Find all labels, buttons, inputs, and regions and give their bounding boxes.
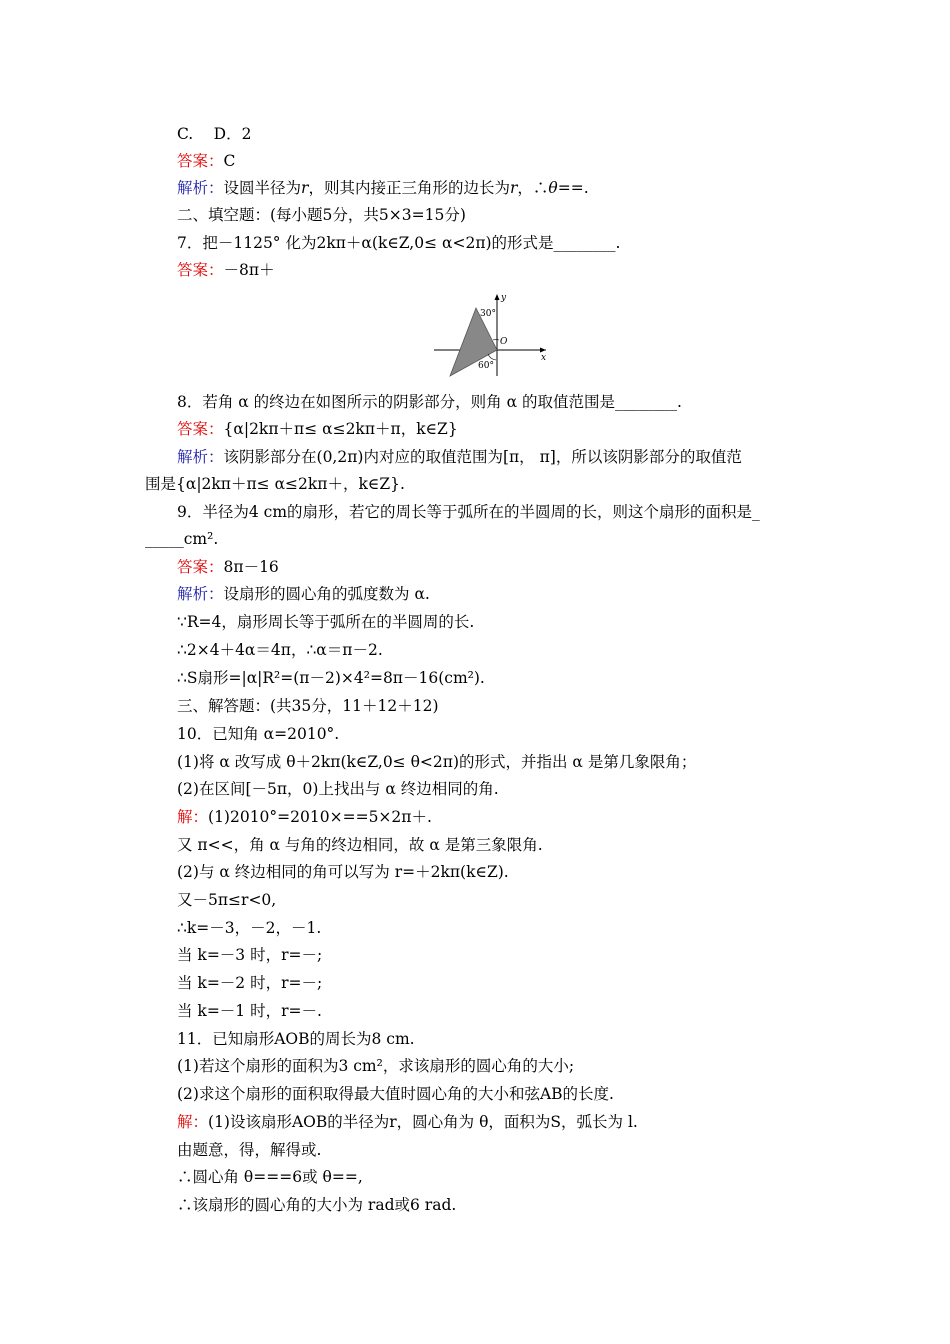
solution-11-line3: ∴圆心角 θ===6或 θ==, [177,1168,363,1186]
solution-11-line4: ∴该扇形的圆心角的大小为 rad或6 rad. [177,1196,457,1214]
label-y: y [501,293,507,303]
explanation-label: 解析： [177,179,224,197]
answer-label: 答案： [177,261,224,279]
explanation-6 [177,178,589,198]
question-11: 11．已知扇形AOB的周长为8 cm. [177,1030,415,1048]
explanation-text: 设圆半径为 [223,179,302,197]
question-10-part2: (2)在区间[－5π，0)上找出与 α 终边相同的角. [177,780,499,798]
explanation-label: 解析： [177,448,224,466]
question-7: 7．把－1125° 化为2kπ＋α(k∈Z,0≤ α<2π)的形式是________. [177,234,621,252]
explanation-text: ，∴ [517,179,549,197]
explanation-9 [177,584,430,604]
label-60: 60° [478,361,494,371]
solution-10-line4: 又－5π≤r<0, [177,891,277,909]
explanation-text: ==. [557,179,589,197]
answer-value: －8π＋ [223,261,275,279]
question-10: 10．已知角 α=2010°. [177,725,340,743]
solution-10-line6: 当 k=－3 时，r=－; [177,946,323,964]
explanation-9-line4: ∴S扇形=|α|R²=(π－2)×4²=8π－16(cm²). [177,669,485,687]
question-8: 8．若角 α 的终边在如图所示的阴影部分，则角 α 的取值范围是________. [177,393,682,411]
var-r: r [301,179,309,197]
explanation-9-line2: ∵R=4，扇形周长等于弧所在的半圆周的长. [177,613,475,631]
option-c-d: C. D．2 [177,125,252,143]
label-30: 30° [480,309,496,319]
question-9: 9．半径为4 cm的扇形，若它的周长等于弧所在的半圆周的长，则这个扇形的面积是_ [177,503,760,521]
answer-label: 答案： [177,420,224,438]
solution-label: 解： [177,808,209,826]
question-11-part1: (1)若这个扇形的面积为3 cm²，求该扇形的圆心角的大小; [177,1057,575,1075]
solution-10-line5: ∴k=－3，－2，－1. [177,919,322,937]
explanation-8 [177,447,742,467]
section-2-heading: 二、填空题：(每小题5分，共5×3=15分) [177,206,466,224]
answer-6 [177,151,235,171]
question-11-part2: (2)求这个扇形的面积取得最大值时圆心角的大小和弦AB的长度. [177,1085,614,1103]
answer-value: {α|2kπ＋π≤ α≤2kπ＋π，k∈Z} [223,420,458,438]
explanation-9-line3: ∴2×4＋4α＝4π，∴α＝π－2. [177,641,383,659]
angle-arc-60 [488,354,496,360]
x-arrow-icon [540,348,546,353]
answer-value: C [223,152,236,170]
angle-figure [430,288,550,380]
answer-label: 答案： [177,558,224,576]
solution-10-line2: 又 π<<，角 α 与角的终边相同，故 α 是第三象限角. [177,836,543,854]
answer-9 [177,557,279,577]
y-arrow-icon [495,294,500,300]
solution-10-line3: (2)与 α 终边相同的角可以写为 r=＋2kπ(k∈Z). [177,863,509,881]
solution-11 [177,1112,638,1132]
explanation-text: ，则其内接正三角形的边长为 [308,179,510,197]
explanation-text: 该阴影部分在(0,2π)内对应的取值范围为[π， π]，所以该阴影部分的取值范 [223,448,742,466]
answer-8 [177,419,458,439]
answer-label: 答案： [177,152,224,170]
solution-text: (1)设该扇形AOB的半径为r，圆心角为 θ，面积为S，弧长为 l. [208,1113,638,1131]
section-3-heading: 三、解答题：(共35分，11＋12＋12) [177,697,439,715]
label-origin: O [500,337,508,347]
solution-10 [177,807,432,827]
question-10-part1: (1)将 α 改写成 θ＋2kπ(k∈Z,0≤ θ<2π)的形式，并指出 α 是第几象限角； [177,753,697,771]
explanation-text: 设扇形的圆心角的弧度数为 α. [223,585,430,603]
question-9-cont: _____cm². [145,530,219,548]
solution-text: (1)2010°=2010×==5×2π＋. [208,808,432,826]
var-theta: θ [548,179,558,197]
solution-10-line7: 当 k=－2 时，r=－; [177,974,323,992]
var-r: r [509,179,518,197]
answer-value: 8π－16 [223,558,279,576]
label-x: x [541,353,547,363]
solution-label: 解： [177,1113,209,1131]
solution-11-line2: 由题意，得，解得或. [177,1141,322,1159]
explanation-label: 解析： [177,585,224,603]
answer-7 [177,260,275,280]
explanation-8-cont: 围是{α|2kπ＋π≤ α≤2kπ＋，k∈Z}. [145,475,405,493]
solution-10-line8: 当 k=－1 时，r=－. [177,1002,322,1020]
